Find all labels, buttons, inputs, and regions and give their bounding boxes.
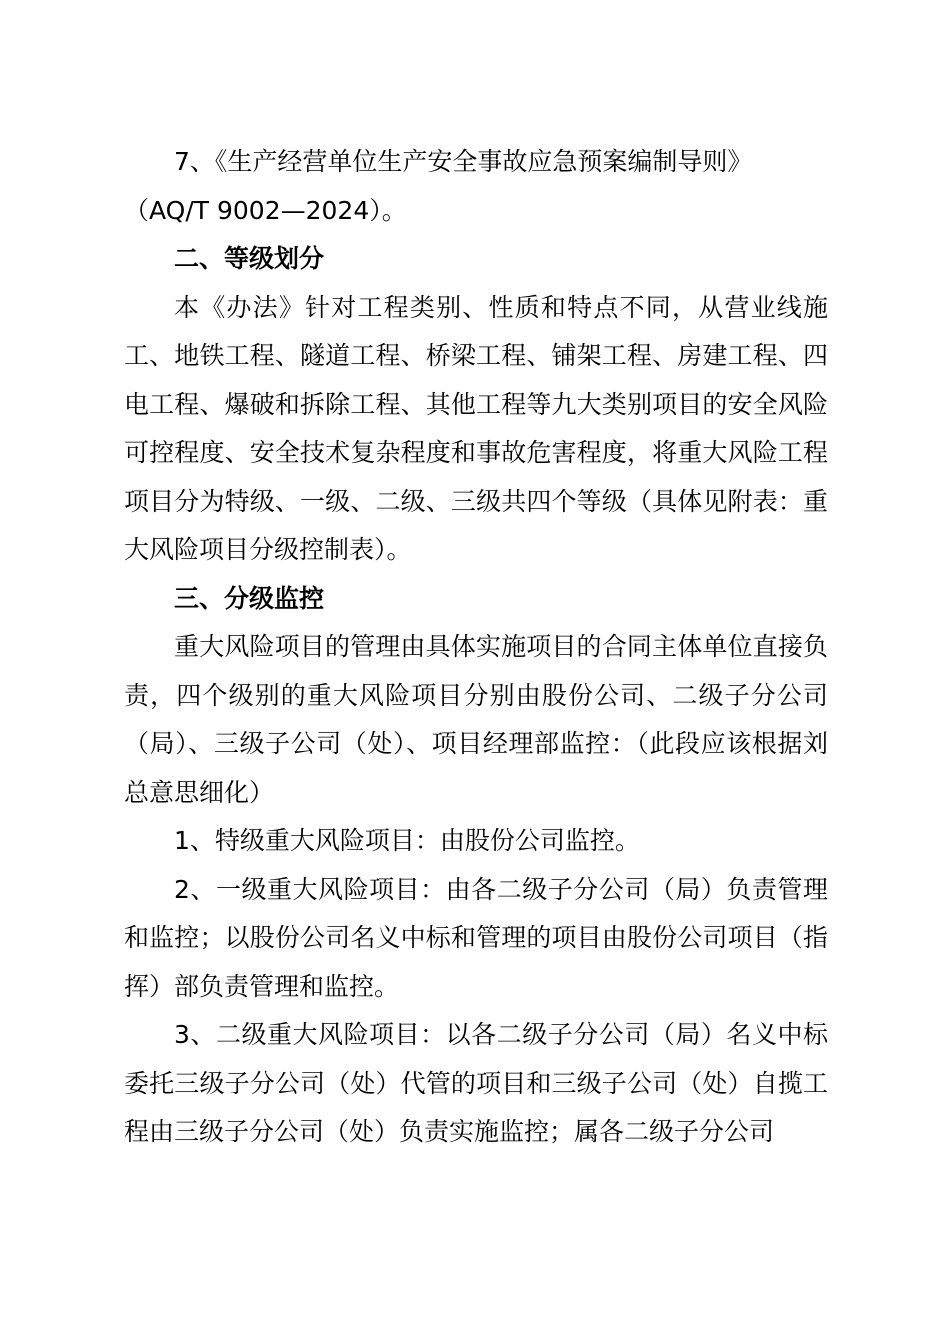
section-heading-monitoring: 三、分级监控 [174,583,325,613]
paragraph-grading: 本《办法》针对工程类别、性质和特点不同，从营业线施工、地铁工程、隧道工程、桥梁工程、铺架工程、房建工程、四电工程、爆破和拆除工程、其他工程等九大类别项目的安全风险可控程度、安全技术复杂程度和事故危害程度，将重大风险工程项目分为特级、一级、二级、三级共四个等级（具体见附表：重大风险项目分级控制表）。 [124,292,828,564]
paragraph-monitoring: 重大风险项目的管理由具体实施项目的合同主体单位直接负责，四个级别的重大风险项目分别由股份公司、二级子分公司（局）、三级子公司（处）、项目经理部监控：（此段应该根据刘总意思细化） [124,632,828,807]
list-item-level-two: 3、二级重大风险项目：以各二级子分公司（局）名义中标委托三级子分公司（处）代管的项目和三级子公司（处）自揽工程由三级子分公司（处）负责实施监控；属各二级子分公司 [124,1020,828,1146]
paragraph-standard-item-7: 7、《生产经营单位生产安全事故应急预案编制导则》 [174,147,753,176]
paragraph-standard-item-7-code: （AQ/T 9002—2024）。 [124,195,407,225]
list-item-level-one: 2、一级重大风险项目：由各二级子分公司（局）负责管理和监控；以股份公司名义中标和管理的项目由股份公司项目（指挥）部负责管理和监控。 [124,874,828,1001]
section-heading-grading: 二、等级划分 [174,244,325,273]
list-item-special-level: 1、特级重大风险项目：由股份公司监控。 [174,826,640,855]
document-body [124,138,828,1157]
